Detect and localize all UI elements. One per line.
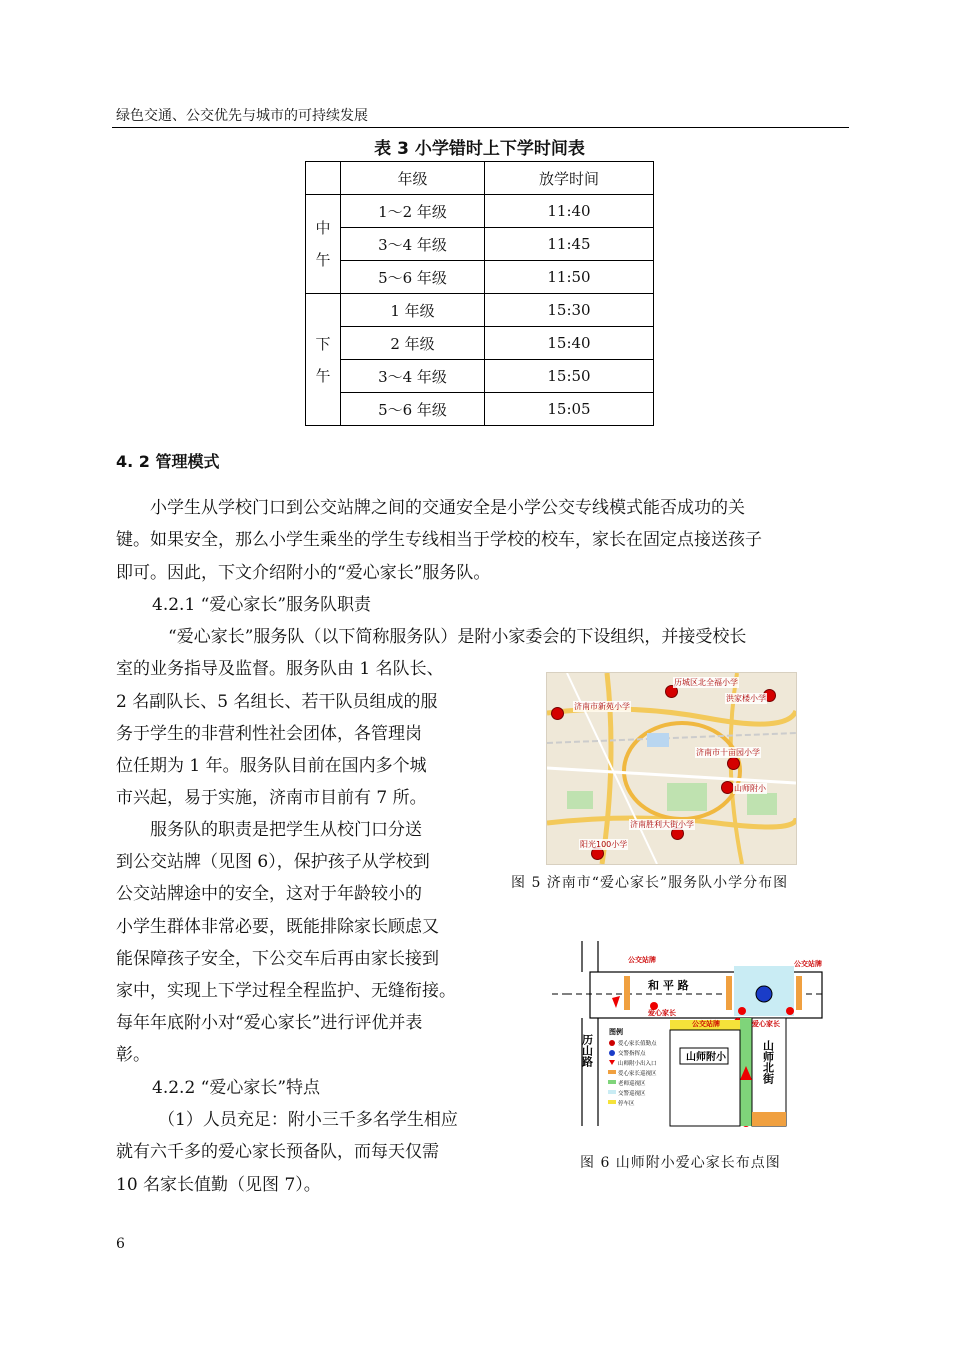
table-row — [306, 261, 654, 294]
legend-swatch — [608, 1070, 616, 1074]
period-noon — [306, 195, 341, 294]
legend-swatch — [609, 1040, 615, 1046]
school-label: 济南胜利大街小学 — [630, 820, 694, 829]
paragraph-line: “爱心家长”服务队（以下简称服务队）是附小家委会的下设组织，并接受校长 — [168, 627, 747, 647]
legend-swatch — [608, 1090, 616, 1094]
figure5-caption: 图 5 济南市“爱心家长”服务队小学分布图 — [511, 875, 789, 891]
paragraph-line: 能保障孩子安全，下公交车后再由家长接到 — [116, 949, 439, 969]
paragraph-line: 小学生群体非常必要，既能排除家长顾虑又 — [116, 917, 439, 937]
time-cell: 11:50 — [485, 261, 654, 294]
road-heping: 和 平 路 — [648, 979, 689, 992]
paragraph-line: 公交站牌途中的安全，这对于年龄较小的 — [116, 884, 422, 904]
grade-cell: 1～2 年级 — [341, 195, 485, 228]
legend-item: 爱心家长值勤点 — [618, 1041, 657, 1047]
school-label: 阳光100小学 — [580, 840, 628, 849]
paragraph-line: 2 名副队长、5 名组长、若干队员组成的服 — [116, 692, 438, 712]
school-label: 历城区北全福小学 — [674, 678, 738, 687]
paragraph-line: 位任期为 1 年。服务队目前在国内多个城 — [116, 756, 427, 776]
school-label: 济南市十亩园小学 — [696, 748, 760, 757]
table-row — [306, 294, 654, 327]
road-shanshi-north: 山师北街 — [761, 1040, 775, 1084]
paragraph-line: 务于学生的非营利性社会团体，各管理岗 — [116, 724, 422, 744]
schedule-table — [305, 161, 654, 426]
bus-stop-left-label: 公交站牌 — [628, 956, 656, 964]
bus-stop-inner-label: 公交站牌 — [692, 1020, 720, 1028]
grade-cell: 5～6 年级 — [341, 393, 485, 426]
school-label: 洪家楼小学 — [726, 694, 766, 703]
time-cell: 15:30 — [485, 294, 654, 327]
parent-post-diagram — [552, 936, 827, 1129]
running-title: 绿色交通、公交优先与城市的可持续发展 — [116, 108, 368, 124]
legend-item: 交警指挥点 — [618, 1051, 646, 1057]
table-header-row — [306, 162, 654, 195]
paragraph-line: 到公交站牌（见图 6），保护孩子从学校到 — [116, 852, 430, 872]
school-pin — [727, 757, 740, 770]
legend-item: 老师巡视区 — [618, 1081, 646, 1087]
legend-item: 山师附小出入口 — [618, 1061, 657, 1067]
legend-swatch — [609, 1060, 615, 1065]
table-corner-cell — [306, 162, 341, 195]
paragraph-line: 就有六千多的爱心家长预备队，而每天仅需 — [116, 1142, 439, 1162]
time-cell: 15:05 — [485, 393, 654, 426]
road-lishan: 历山路 — [580, 1034, 594, 1067]
legend-swatch — [608, 1080, 616, 1084]
table-row — [306, 228, 654, 261]
legend-item: 停车区 — [618, 1101, 635, 1107]
header-dismissal-time: 放学时间 — [485, 162, 654, 195]
header-rule — [112, 127, 849, 128]
jinan-school-map — [546, 672, 797, 865]
table-row — [306, 327, 654, 360]
school-pin — [551, 707, 564, 720]
period-noon-text: 中 午 — [315, 219, 331, 269]
time-cell: 11:40 — [485, 195, 654, 228]
parent-label-2: 爱心家长 — [752, 1020, 780, 1028]
time-cell: 11:45 — [485, 228, 654, 261]
subsection-heading-421: 4.2.1 “爱心家长”服务队职责 — [152, 595, 372, 615]
table-row — [306, 195, 654, 228]
paragraph-line: 每年年底附小对“爱心家长”进行评优并表 — [116, 1013, 423, 1033]
period-afternoon — [306, 294, 341, 426]
table-caption: 表 3 小学错时上下学时间表 — [374, 139, 585, 159]
table-row — [306, 360, 654, 393]
paragraph-line: 家中，实现上下学过程全程监护、无缝衔接。 — [116, 981, 456, 1001]
school-label: 山师附小 — [734, 784, 766, 793]
school-name-label: 山师附小 — [686, 1052, 726, 1063]
period-afternoon-text: 下 午 — [315, 334, 331, 385]
paragraph-line: 室的业务指导及监督。服务队由 1 名队长、 — [116, 659, 444, 679]
paragraph-line: 彰。 — [116, 1045, 150, 1065]
school-label: 济南市新苑小学 — [574, 702, 630, 711]
table-row — [306, 393, 654, 426]
section-heading: 4. 2 管理模式 — [116, 452, 220, 471]
paragraph-line: （1）人员充足：附小三千多名学生相应 — [158, 1110, 458, 1130]
paragraph-line: 10 名家长值勤（见图 7）。 — [116, 1175, 321, 1195]
parent-label-1: 爱心家长 — [648, 1009, 676, 1017]
paragraph-line: 服务队的职责是把学生从校门口分送 — [116, 820, 422, 840]
legend-swatch — [609, 1050, 615, 1056]
legend-swatch — [608, 1100, 616, 1104]
time-cell: 15:50 — [485, 360, 654, 393]
legend-title: 图例 — [609, 1028, 623, 1036]
paragraph-line: 即可。因此，下文介绍附小的“爱心家长”服务队。 — [116, 563, 491, 583]
grade-cell: 2 年级 — [341, 327, 485, 360]
legend-item: 爱心家长巡视区 — [618, 1071, 657, 1077]
legend-item: 交警巡视区 — [618, 1091, 646, 1097]
header-grade: 年级 — [341, 162, 485, 195]
paragraph-line: 小学生从学校门口到公交站牌之间的交通安全是小学公交专线模式能否成功的关 — [116, 498, 745, 518]
page-number: 6 — [116, 1236, 125, 1252]
grade-cell: 5～6 年级 — [341, 261, 485, 294]
grade-cell: 3～4 年级 — [341, 228, 485, 261]
figure6-caption: 图 6 山师附小爱心家长布点图 — [580, 1155, 781, 1171]
subsection-heading-422: 4.2.2 “爱心家长”特点 — [152, 1078, 321, 1098]
paragraph-line: 市兴起，易于实施，济南市目前有 7 所。 — [116, 788, 427, 808]
time-cell: 15:40 — [485, 327, 654, 360]
grade-cell: 3～4 年级 — [341, 360, 485, 393]
grade-cell: 1 年级 — [341, 294, 485, 327]
paragraph-line: 键。如果安全，那么小学生乘坐的学生专线相当于学校的校车，家长在固定点接送孩子 — [116, 530, 762, 550]
bus-stop-right-label: 公交站牌 — [794, 960, 822, 968]
